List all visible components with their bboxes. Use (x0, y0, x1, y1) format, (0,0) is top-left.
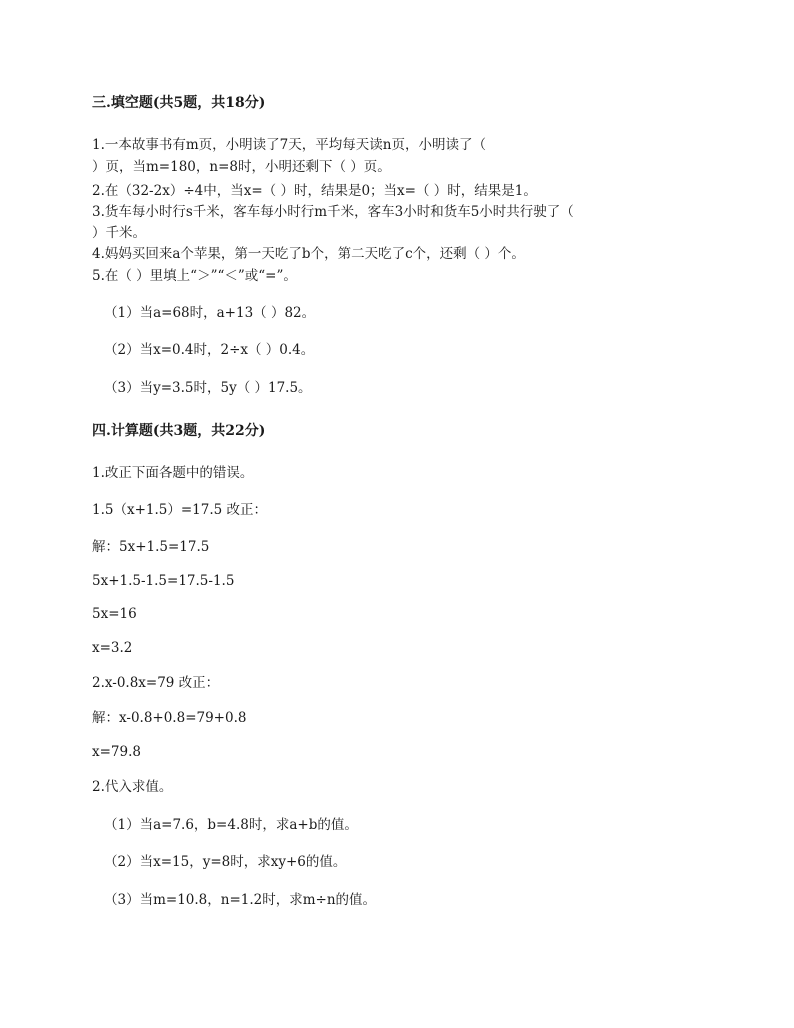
q3-3-line-2: ）千米。 (92, 225, 146, 241)
q4-1-problem-2-step: 解：x-0.8+0.8=79+0.8 (92, 710, 247, 726)
q4-1-problem-1-step: 5x+1.5-1.5=17.5-1.5 (92, 573, 235, 589)
q4-2-title: 2.代入求值。 (92, 779, 173, 795)
section-4-heading: 四.计算题(共3题，共22分) (92, 423, 266, 439)
q3-5-item-1: （1）当a=68时，a+13（ ）82。 (104, 305, 316, 321)
q3-5-item-2: （2）当x=0.4时，2÷x（ ）0.4。 (104, 342, 315, 358)
q3-2: 2.在（32-2x）÷4中，当x=（ ）时，结果是0；当x=（ ）时，结果是1。 (92, 183, 537, 199)
q4-1-problem-1: 1.5（x+1.5）=17.5 改正： (92, 502, 268, 518)
q4-1-problem-1-step: 5x=16 (92, 606, 137, 622)
q3-4: 4.妈妈买回来a个苹果，第一天吃了b个，第二天吃了c个，还剩（ ）个。 (92, 246, 525, 262)
q3-1-line-2: ）页，当m=180，n=8时，小明还剩下（ ）页。 (92, 159, 391, 175)
q4-1-problem-1-step: x=3.2 (92, 640, 133, 656)
q3-1-line-1: 1.一本故事书有m页，小明读了7天，平均每天读n页，小明读了（ (92, 137, 486, 153)
q4-2-item-1: （1）当a=7.6，b=4.8时，求a+b的值。 (104, 817, 358, 833)
q3-5-item-3: （3）当y=3.5时，5y（ ）17.5。 (104, 380, 312, 396)
section-3-heading: 三.填空题(共5题，共18分) (92, 95, 266, 111)
q3-3-line-1: 3.货车每小时行s千米，客车每小时行m千米，客车3小时和货车5小时共行驶了（ (92, 204, 574, 220)
q4-2-item-2: （2）当x=15，y=8时，求xy+6的值。 (104, 854, 347, 870)
q4-1-title: 1.改正下面各题中的错误。 (92, 465, 254, 481)
q4-2-item-3: （3）当m=10.8，n=1.2时，求m÷n的值。 (104, 892, 377, 908)
q4-1-problem-2-step: x=79.8 (92, 744, 141, 760)
q4-1-problem-1-step: 解：5x+1.5=17.5 (92, 539, 210, 555)
q3-5: 5.在（ ）里填上“＞”“＜”或“=”。 (92, 268, 297, 284)
q4-1-problem-2: 2.x-0.8x=79 改正： (92, 675, 220, 691)
